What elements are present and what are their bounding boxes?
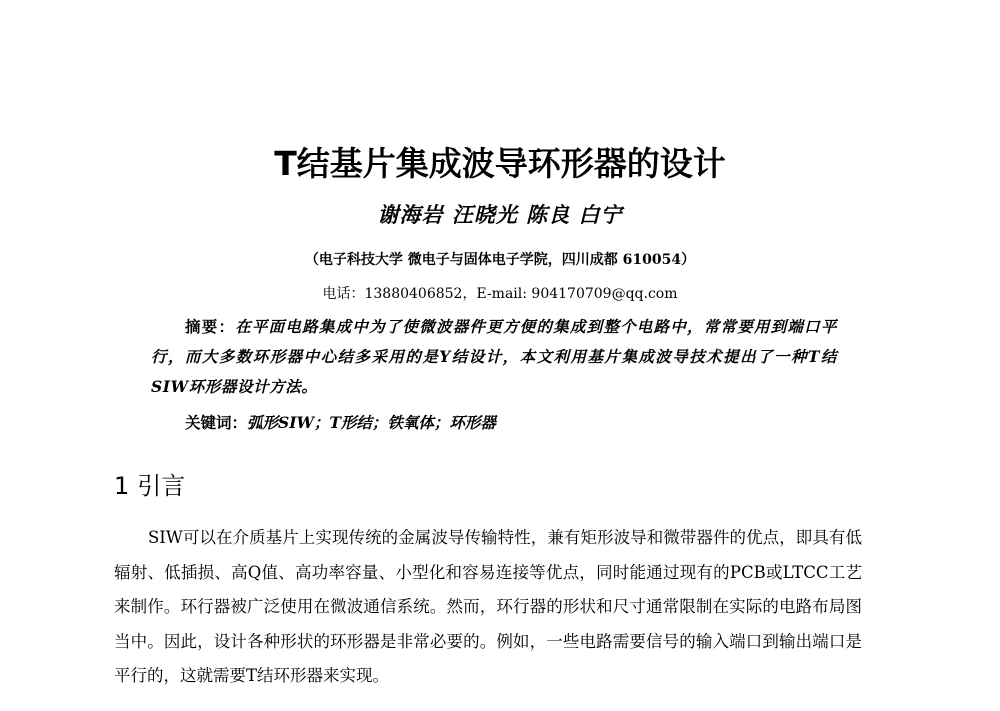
paper-title: T结基片集成波导环形器的设计 bbox=[274, 144, 726, 183]
affiliation: （电子科技大学 微电子与固体电子学院，四川成都 610054） bbox=[304, 252, 696, 268]
keywords bbox=[185, 411, 496, 433]
keywords-label: 关键词： bbox=[185, 414, 248, 432]
body-paragraph: SIW可以在介质基片上实现传统的金属波导传输特性，兼有矩形波导和微带器件的优点，即具有低辐射、低插损、高Q值、高功率容量、小型化和容易连接等优点，同时能通过现有的PCB或LTCC工艺来制作。环行器被广泛使用在微波通信系统。然而，环行器的形状和尺寸通常限制在实际的电路布局图当中。因此，设计各种形状的环形器是非常必要的。例如，一些电路需要信号的输入端口到输出端口是平行的，这就需要T结环形器来实现。 bbox=[114, 528, 862, 686]
author-list: 谢海岩 汪晓光 陈良 白宁 bbox=[377, 202, 623, 227]
section-title: 引言 bbox=[137, 472, 186, 500]
section-number: 1 bbox=[114, 472, 130, 500]
section-heading bbox=[114, 466, 185, 501]
abstract-text: 在平面电路集成中为了使微波器件更方便的集成到整个电路中，常常要用到端口平行，而大多数环形器中心结多采用的是Y结设计，本文利用基片集成波导技术提出了一种T结SIW环形器设计方法。 bbox=[151, 317, 837, 396]
contact-info: 电话：13880406852，E-mail: 904170709@qq.com bbox=[322, 286, 678, 302]
keywords-text: 弧形SIW；T形结；铁氧体；环形器 bbox=[247, 413, 496, 432]
abstract-label: 摘要： bbox=[185, 318, 236, 336]
abstract bbox=[151, 312, 837, 402]
